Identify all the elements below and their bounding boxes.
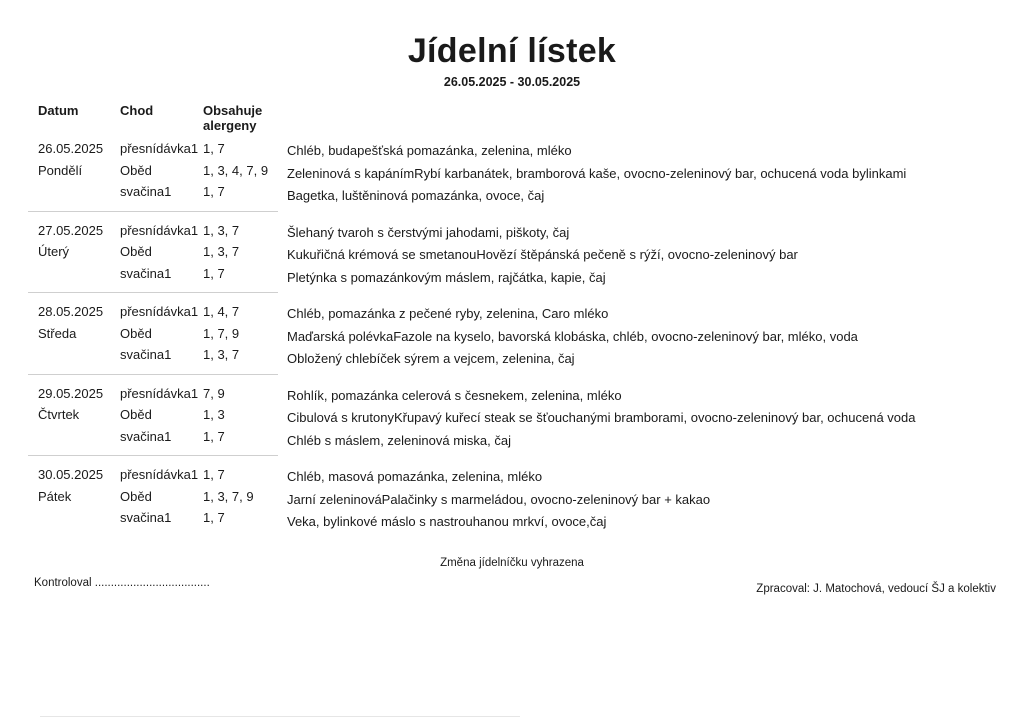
day-name: Úterý bbox=[38, 244, 70, 259]
day-date: 30.05.2025 bbox=[38, 467, 104, 482]
meal-allergens: 1, 3, 7 bbox=[203, 347, 240, 362]
meal-allergens: 1, 3 bbox=[203, 407, 225, 422]
meal-dish: Veka, bylinkové máslo s nastrouhanou mrkví, ovoce,čaj bbox=[287, 514, 607, 529]
meal-allergens: 1, 7, 9 bbox=[203, 325, 240, 341]
meal-course: přesnídávka1 bbox=[120, 385, 199, 401]
meal-course: svačina1 bbox=[120, 428, 172, 444]
meal-course: Oběd bbox=[120, 162, 152, 178]
meal-allergens: 7, 9 bbox=[203, 385, 225, 401]
day-separator bbox=[28, 455, 278, 456]
header-alergeny-line2: alergeny bbox=[203, 118, 257, 133]
signature-dots: .................................... bbox=[94, 577, 210, 589]
day-date: 27.05.2025 bbox=[38, 222, 104, 238]
day-name: Pondělí bbox=[38, 162, 83, 178]
meal-dish: Rohlík, pomazánka celerová s česnekem, zelenina, mléko bbox=[287, 387, 622, 403]
change-note: Změna jídelníčku vyhrazena bbox=[440, 557, 584, 569]
page-title: Jídelní lístek bbox=[407, 32, 617, 70]
meal-dish: Bagetka, luštěninová pomazánka, ovoce, čaj bbox=[287, 188, 545, 203]
meal-dish: Chléb s máslem, zeleninová miska, čaj bbox=[287, 432, 511, 448]
day-name: Pátek bbox=[38, 488, 72, 504]
meal-course: přesnídávka1 bbox=[120, 467, 199, 482]
meal-allergens: 1, 3, 4, 7, 9 bbox=[203, 162, 269, 178]
meal-dish: Pletýnka s pomazánkovým máslem, rajčátka, kapie, čaj bbox=[287, 269, 606, 285]
meal-allergens: 1, 7 bbox=[203, 141, 225, 156]
day-date: 28.05.2025 bbox=[38, 304, 104, 319]
meal-course: svačina1 bbox=[120, 510, 172, 525]
meal-dish: Chléb, budapešťská pomazánka, zelenina, mléko bbox=[287, 143, 572, 158]
date-range: 26.05.2025 - 30.05.2025 bbox=[443, 75, 581, 89]
header-alergeny bbox=[203, 103, 262, 133]
meal-course: Oběd bbox=[120, 407, 152, 422]
meal-allergens: 1, 7 bbox=[203, 428, 225, 444]
header-datum: Datum bbox=[38, 103, 79, 118]
meal-course: svačina1 bbox=[120, 265, 172, 281]
meal-dish: Jarní zeleninováPalačinky s marmeládou, ovocno-zeleninový bar + kakao bbox=[287, 491, 711, 507]
meal-dish: Kukuřičná krémová se smetanouHovězí štěpánská pečeně s rýží, ovocno-zeleninový bar bbox=[287, 247, 798, 262]
meal-course: Oběd bbox=[120, 325, 152, 341]
meal-course: přesnídávka1 bbox=[120, 222, 199, 238]
day-date: 26.05.2025 bbox=[38, 141, 104, 156]
meal-allergens: 1, 7 bbox=[203, 184, 225, 199]
meal-dish: Chléb, masová pomazánka, zelenina, mléko bbox=[287, 469, 543, 484]
meal-allergens: 1, 7 bbox=[203, 467, 225, 482]
meal-dish: Zeleninová s kapánímRybí karbanátek, bramborová kaše, ovocno-zeleninový bar, ochucená voda bylinkami bbox=[287, 165, 907, 181]
meal-dish: Maďarská polévkaFazole na kyselo, bavorská klobáska, chléb, ovocno-zeleninový bar, mléko, voda bbox=[287, 328, 858, 344]
day-date: 29.05.2025 bbox=[38, 385, 104, 401]
meal-course: Oběd bbox=[120, 244, 152, 259]
meal-course: svačina1 bbox=[120, 184, 172, 199]
prepared-by: Zpracoval: J. Matochová, vedoucí ŠJ a kolektiv bbox=[756, 583, 996, 595]
day-name: Středa bbox=[38, 325, 77, 341]
meal-dish: Obložený chlebíček sýrem a vejcem, zelenina, čaj bbox=[287, 351, 575, 366]
meal-allergens: 1, 4, 7 bbox=[203, 304, 240, 319]
day-separator bbox=[28, 374, 278, 375]
meal-dish: Šlehaný tvaroh s čerstvými jahodami, piškoty, čaj bbox=[287, 224, 570, 240]
meal-dish: Cibulová s krutonyKřupavý kuřecí steak se šťouchanými bramborami, ovocno-zeleninový bar, ochucená voda bbox=[287, 410, 916, 425]
meal-course: Oběd bbox=[120, 488, 152, 504]
day-separator bbox=[28, 211, 278, 212]
meal-course: přesnídávka1 bbox=[120, 141, 199, 156]
meal-allergens: 1, 3, 7, 9 bbox=[203, 488, 254, 504]
scan-edge-line bbox=[40, 716, 520, 717]
header-chod: Chod bbox=[120, 103, 154, 118]
meal-course: přesnídávka1 bbox=[120, 304, 199, 319]
meal-allergens: 1, 7 bbox=[203, 510, 225, 525]
meal-allergens: 1, 3, 7 bbox=[203, 244, 240, 259]
meal-course: svačina1 bbox=[120, 347, 172, 362]
controlled-by bbox=[34, 577, 210, 589]
meal-dish: Chléb, pomazánka z pečené ryby, zelenina, Caro mléko bbox=[287, 306, 609, 321]
meal-allergens: 1, 7 bbox=[203, 265, 225, 281]
day-name: Čtvrtek bbox=[38, 407, 80, 422]
meal-allergens: 1, 3, 7 bbox=[203, 222, 240, 238]
controlled-label: Kontroloval bbox=[34, 577, 92, 589]
day-separator bbox=[28, 292, 278, 293]
header-alergeny-line1: Obsahuje bbox=[203, 103, 263, 118]
